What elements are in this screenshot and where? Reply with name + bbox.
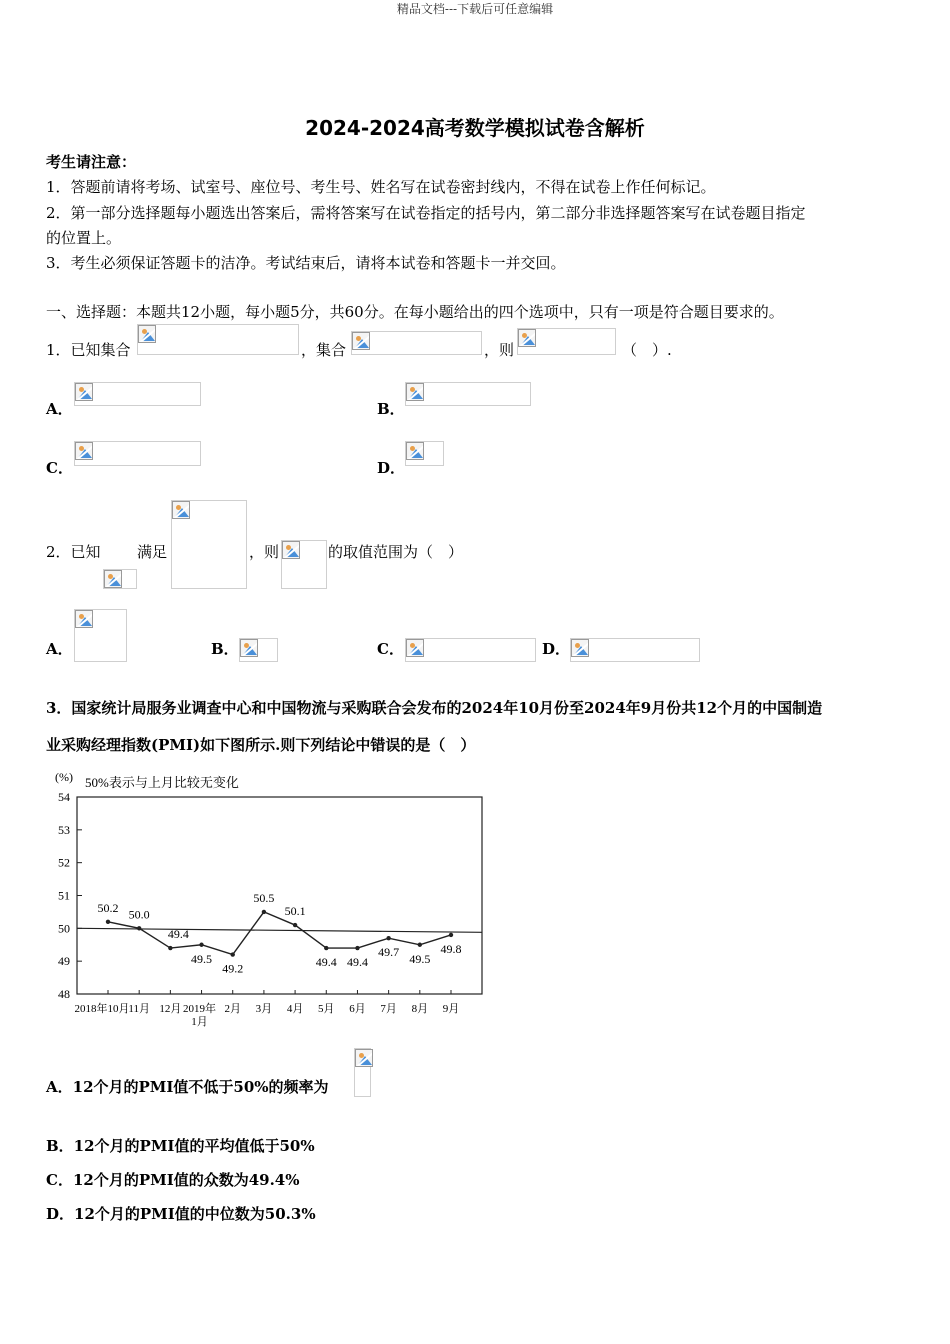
x-tick-label: 5月: [318, 1003, 335, 1015]
broken-image-icon: [352, 332, 370, 350]
formula-image: [517, 328, 616, 355]
data-label: 49.8: [440, 941, 462, 956]
data-point: [418, 943, 422, 947]
formula-image: [281, 540, 327, 589]
pmi-line-chart: [40, 762, 510, 1034]
data-point: [168, 946, 172, 950]
y-tick-label: 53: [58, 822, 70, 837]
page-title: 2024-2024高考数学模拟试卷含解析: [305, 116, 645, 140]
header-note: 精品文档---下载后可任意编辑: [396, 2, 554, 16]
formula-image: [351, 331, 482, 355]
y-tick-label: 48: [58, 987, 70, 1001]
broken-image-icon: [104, 570, 122, 588]
y-tick-label: 54: [58, 790, 70, 804]
q2-option-d-label: D．: [542, 640, 571, 658]
notice-line-1: 1．答题前请将考场、试室号、座位号、考生号、姓名写在试卷密封线内，不得在试卷上作任何标记。: [46, 178, 716, 196]
data-label: 50.2: [97, 900, 119, 915]
broken-image-icon: [282, 541, 300, 559]
data-point: [231, 952, 235, 956]
chart-annotation: 50%表示与上月比较无变化: [85, 775, 239, 790]
x-tick-label: 3月: [255, 1003, 273, 1015]
data-point: [262, 910, 266, 914]
broken-image-icon: [75, 610, 93, 628]
y-tick-label: 52: [58, 855, 70, 870]
broken-image-icon: [518, 329, 536, 347]
data-point: [324, 946, 328, 950]
y-tick-label: 49: [58, 954, 70, 969]
data-point: [199, 943, 203, 947]
x-tick-label: 11月: [128, 1003, 150, 1015]
x-tick-label: 6月: [349, 1003, 366, 1015]
data-label: 49.5: [191, 951, 213, 966]
broken-image-icon: [240, 639, 258, 657]
broken-image-icon: [75, 383, 93, 401]
data-label: 49.2: [222, 961, 244, 976]
formula-image: [354, 1048, 371, 1097]
data-label: 49.4: [346, 955, 368, 970]
broken-image-icon: [406, 639, 424, 657]
section-heading: 一、选择题：本题共12小题，每小题5分，共60分。在每小题给出的四个选项中，只有一项是符合题目要求的。: [46, 303, 784, 321]
x-tick-label: 2019年: [183, 1003, 217, 1015]
x-tick-label: 2018年10月: [74, 1003, 130, 1015]
q2-option-b-label: B．: [211, 640, 239, 658]
pmi-series-line: [108, 912, 451, 955]
broken-image-icon: [355, 1049, 373, 1067]
x-tick-label: 8月: [411, 1003, 429, 1015]
q3-option-a: A．12个月的PMI值不低于50%的频率为: [46, 1078, 329, 1096]
data-label: 49.4: [315, 955, 337, 970]
q3-text-line-2: 业采购经理指数(PMI)如下图所示.则下列结论中错误的是（ ）: [46, 736, 476, 754]
q1-option-c-label: C．: [46, 459, 73, 477]
formula-image: [137, 324, 299, 355]
formula-image: [171, 500, 247, 589]
data-label: 49.7: [378, 945, 400, 960]
data-point: [355, 946, 359, 950]
formula-image: [405, 441, 444, 466]
q2-text-4: 的取值范围为（ ）: [328, 543, 464, 561]
broken-image-icon: [172, 501, 190, 519]
q2-text-1: 2．已知: [46, 543, 101, 561]
x-tick-label: 9月: [442, 1003, 460, 1015]
data-point: [449, 933, 453, 937]
q3-option-d: D．12个月的PMI值的中位数为50.3%: [46, 1205, 316, 1223]
data-label: 49.5: [409, 951, 431, 966]
notice-line-3: 3．考生必须保证答题卡的洁净。考试结束后，请将本试卷和答题卡一并交回。: [46, 254, 566, 272]
y-tick-label: 50: [58, 921, 70, 936]
x-tick-label: 12月: [159, 1003, 182, 1015]
y-axis-unit: (%): [55, 770, 73, 784]
q1-text-1: 1．已知集合: [46, 341, 131, 359]
data-point: [293, 923, 297, 927]
q3-text-line-1: 3．国家统计局服务业调查中心和中国物流与采购联合会发布的2024年10月份至2024年9月份共12个月的中国制造: [46, 699, 823, 717]
q3-option-b: B．12个月的PMI值的平均值低于50%: [46, 1137, 315, 1155]
x-tick-label: 2月: [224, 1003, 241, 1015]
q1-text-2: ，集合: [301, 341, 347, 359]
x-tick-label: 7月: [380, 1003, 397, 1015]
notice-line-2-cont: 的位置上。: [46, 229, 122, 247]
q1-text-4: （ ）.: [622, 341, 672, 359]
formula-image: [570, 638, 700, 662]
formula-image: [405, 382, 531, 406]
q1-option-d-label: D．: [377, 459, 406, 477]
data-label: 50.0: [128, 907, 150, 922]
data-point: [106, 920, 110, 924]
data-point: [386, 936, 390, 940]
data-label: 50.5: [253, 890, 275, 905]
broken-image-icon: [406, 383, 424, 401]
q2-option-a-label: A．: [46, 640, 73, 658]
q2-text-2: 满足: [137, 543, 168, 561]
formula-image: [239, 638, 278, 662]
notice-heading: 考生请注意：: [46, 153, 137, 171]
data-label: 49.4: [167, 927, 189, 942]
broken-image-icon: [75, 442, 93, 460]
y-tick-label: 51: [58, 888, 70, 903]
q1-option-b-label: B．: [377, 400, 405, 418]
formula-image: [74, 609, 127, 662]
data-label: 50.1: [284, 904, 306, 919]
broken-image-icon: [138, 325, 156, 343]
q2-option-c-label: C．: [377, 640, 404, 658]
broken-image-icon: [571, 639, 589, 657]
q3-option-c: C．12个月的PMI值的众数为49.4%: [46, 1171, 300, 1189]
q1-text-3: ，则: [484, 341, 515, 359]
formula-image: [74, 382, 201, 406]
x-tick-label: 1月: [191, 1016, 208, 1028]
formula-image: [405, 638, 536, 662]
q2-text-3: ，则: [249, 543, 280, 561]
broken-image-icon: [406, 442, 424, 460]
formula-image: [74, 441, 201, 466]
formula-image: [103, 569, 137, 589]
q1-option-a-label: A．: [46, 400, 73, 418]
data-point: [137, 926, 141, 930]
notice-line-2: 2．第一部分选择题每小题选出答案后，需将答案写在试卷指定的括号内，第二部分非选择题答案写在试卷题目指定: [46, 204, 806, 222]
x-tick-label: 4月: [286, 1003, 304, 1015]
